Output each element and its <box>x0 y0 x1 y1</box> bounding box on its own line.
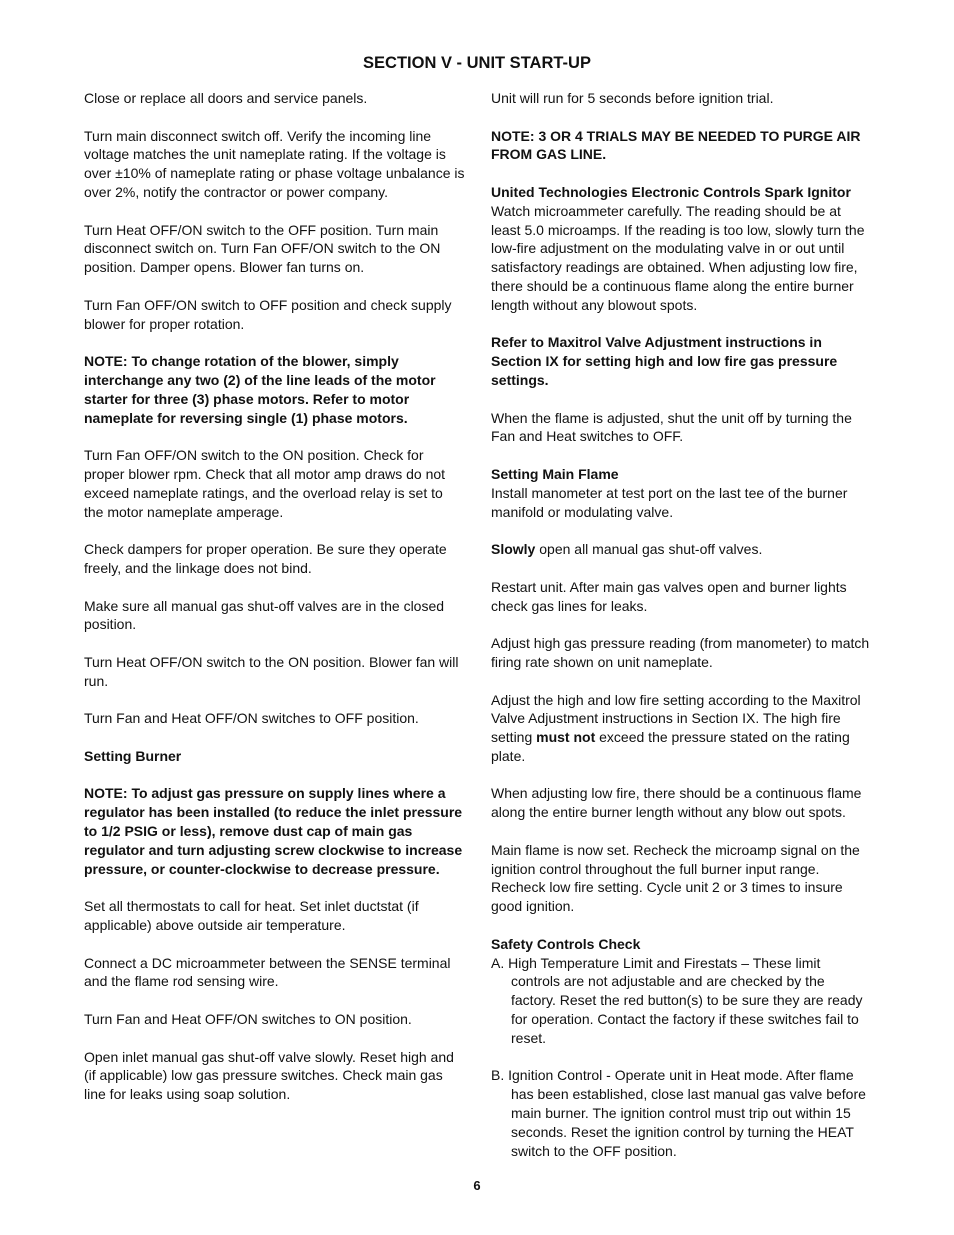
paragraph: Watch microammeter carefully. The reading should be at least 5.0 microamps. If the reading is too low, slowly turn the low-fire adjustment on the modulating valve in or out until satisfactory readings are obtained. When adjusting low fire, there should be a continuous flame along the entire burner length without any blowout spots. <box>491 202 865 313</box>
paragraph-text: exceed the pressure stated on the rating plate. <box>491 729 850 764</box>
paragraph: When the flame is adjusted, shut the unit off by turning the Fan and Heat switches to OFF. <box>491 409 852 445</box>
note-gas-pressure: NOTE: To adjust gas pressure on supply lines where a regulator has been installed (to reduce the inlet pressure to 1/2 PSIG or less), remove dust cap of main gas regulator and turn adjusting screw clockwise to increase pressure, or counter-clockwise to decrease pressure. <box>84 785 463 877</box>
paragraph: Set all thermostats to call for heat. Set inlet ductstat (if applicable) above outside air temperature. <box>84 898 419 934</box>
heading-setting-burner: Setting Burner <box>84 747 182 764</box>
note-rotation: NOTE: To change rotation of the blower, simply interchange any two (2) of the line leads of the motor starter for three (3) phase motors. Refer to motor nameplate for reversing single (1) phase motors. <box>84 353 436 426</box>
page-number: 6 <box>473 1178 481 1193</box>
paragraph: Turn Heat OFF/ON switch to the ON position. Blower fan will run. <box>84 653 459 689</box>
right-column <box>491 89 873 1160</box>
paragraph: Turn Fan and Heat OFF/ON switches to ON position. <box>84 1011 412 1028</box>
paragraph: Turn Fan and Heat OFF/ON switches to OFF position. <box>84 710 419 727</box>
paragraph: Install manometer at test port on the last tee of the burner manifold or modulating valve. <box>491 484 848 520</box>
paragraph <box>491 691 873 766</box>
paragraph: Open inlet manual gas shut-off valve slowly. Reset high and (if applicable) low gas pressure switches. Check main gas line for leaks using soap solution. <box>84 1048 454 1103</box>
paragraph: Turn main disconnect switch off. Verify the incoming line voltage matches the unit nameplate rating. If the voltage is over ±10% of nameplate rating or phase voltage unbalance is over 2%, notify the contractor or power company. <box>84 127 465 200</box>
paragraph <box>491 540 873 559</box>
paragraph: Main flame is now set. Recheck the microamp signal on the ignition control throughout the full burner input range. Recheck low fire setting. Cycle unit 2 or 3 times to insure good ignition. <box>491 841 860 915</box>
paragraph-text: open all manual gas shut-off valves. <box>535 541 763 558</box>
heading-ignitor: United Technologies Electronic Controls Spark Ignitor <box>491 183 851 200</box>
paragraph: When adjusting low fire, there should be a continuous flame along the entire burner length without any blow out spots. <box>491 785 862 821</box>
heading-main-flame: Setting Main Flame <box>491 465 619 482</box>
emphasis-must-not: must not <box>536 729 596 746</box>
paragraph: Restart unit. After main gas valves open and burner lights check gas lines for leaks. <box>491 578 847 614</box>
paragraph: Unit will run for 5 seconds before ignition trial. <box>491 90 774 106</box>
paragraph: Check dampers for proper operation. Be sure they operate freely, and the linkage does not bind. <box>84 541 447 576</box>
safety-section <box>491 935 873 954</box>
paragraph: Close or replace all doors and service panels. <box>84 90 368 106</box>
paragraph: Turn Fan OFF/ON switch to OFF position and check supply blower for proper rotation. <box>84 296 452 332</box>
emphasis-slowly: Slowly <box>491 541 536 558</box>
note-maxitrol: Refer to Maxitrol Valve Adjustment instructions in Section IX for setting high and low fire gas pressure settings. <box>491 334 838 388</box>
list-item-b: B. Ignition Control - Operate unit in Heat mode. After flame has been established, close last manual gas valve before main burner. The ignition control must trip out within 15 seconds. Reset the ignition control by turning the HEAT switch to the OFF position. <box>491 1067 866 1159</box>
ignitor-section <box>491 183 873 315</box>
left-column <box>84 89 466 1104</box>
main-flame-section <box>491 465 873 521</box>
paragraph: Adjust high gas pressure reading (from manometer) to match firing rate shown on unit nameplate. <box>491 635 870 670</box>
paragraph: Turn Heat OFF/ON switch to the OFF position. Turn main disconnect switch on. Turn Fan OFF/ON switch to the ON position. Damper opens. Blower fan turns on. <box>84 221 441 276</box>
page-title: SECTION V - UNIT START-UP <box>363 54 591 72</box>
list-item-a: A. High Temperature Limit and Firestats – These limit controls are not adjustable and are checked by the factory. Reset the red button(s) to be sure they are ready for operation. Contact the factory if these switches fail to reset. <box>491 954 863 1046</box>
paragraph: Connect a DC microammeter between the SENSE terminal and the flame rod sensing wire. <box>84 954 451 990</box>
paragraph: Turn Fan OFF/ON switch to the ON position. Check for proper blower rpm. Check that all motor amp draws do not exceed nameplate ratings, and the overload relay is set to the motor nameplate amperage. <box>84 447 446 520</box>
paragraph: Make sure all manual gas shut-off valves are in the closed position. <box>84 597 445 633</box>
paragraph-text: Adjust the high and low fire setting according to the Maxitrol Valve Adjustment instructions in Section IX. The high fire setting <box>491 691 861 746</box>
note-trials: NOTE: 3 OR 4 TRIALS MAY BE NEEDED TO PURGE AIR FROM GAS LINE. <box>491 127 861 163</box>
heading-safety-controls: Safety Controls Check <box>491 935 641 952</box>
